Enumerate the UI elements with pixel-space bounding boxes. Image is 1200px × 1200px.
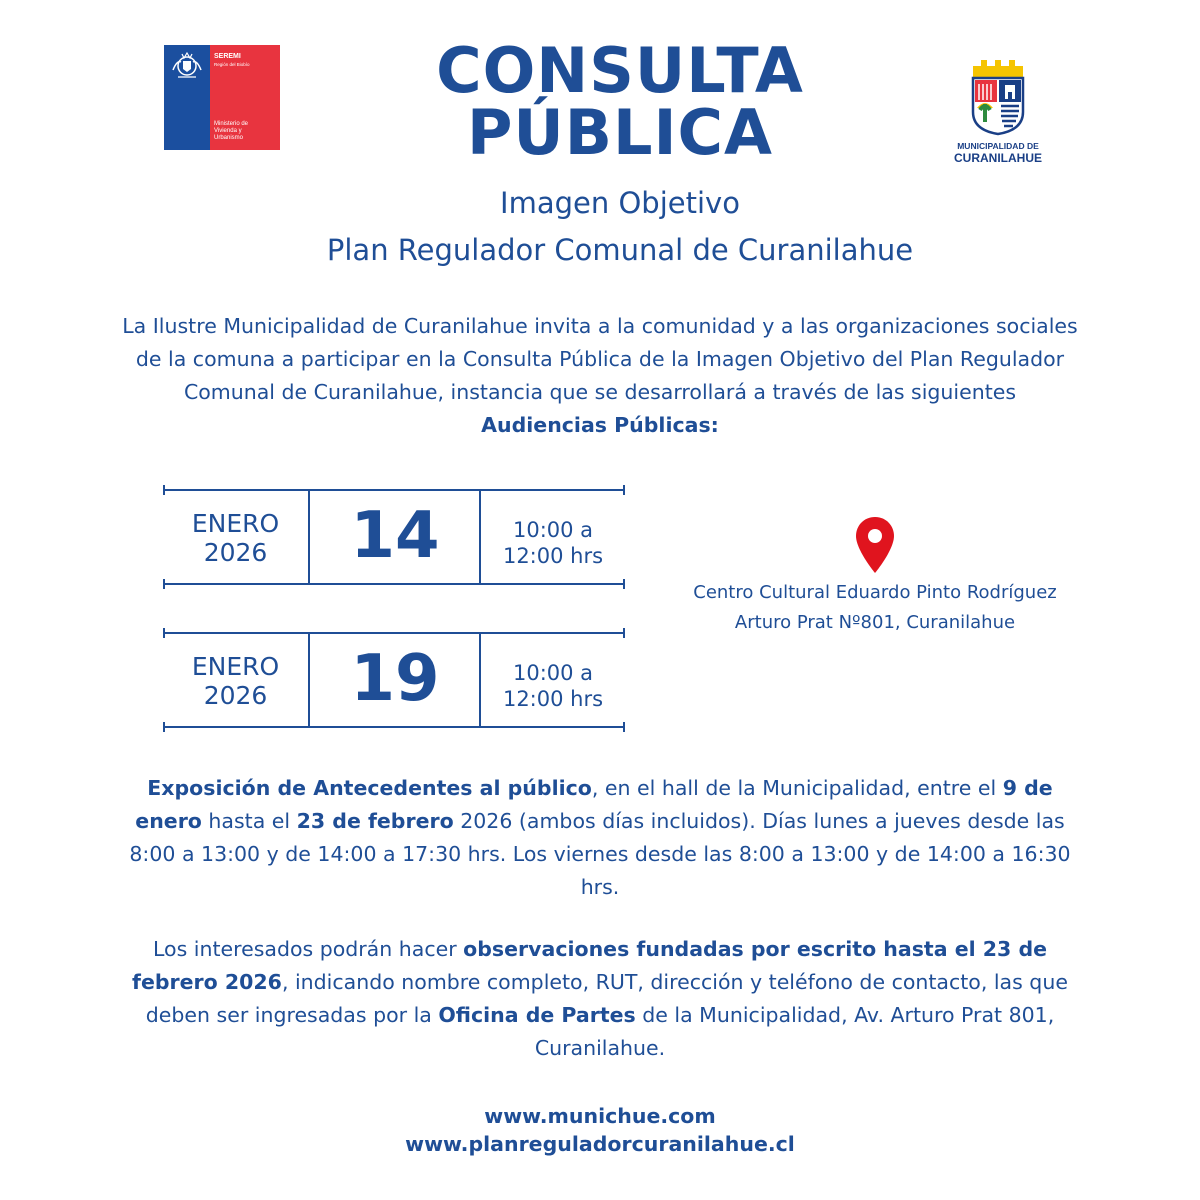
session-top-line [163,632,625,634]
line-cap [623,485,625,495]
line-cap [163,628,165,638]
session-year: 2026 [203,538,268,567]
seremi-logo-red-panel [210,45,280,150]
municipality-logo [938,50,1058,170]
observations-text-1: Los interesados podrán hacer [152,937,464,961]
session-card [163,489,625,589]
seremi-region: Región del Biobío [214,62,250,67]
event-location [660,578,1090,638]
line-cap [623,722,625,732]
session-time-end: 12:00 hrs [502,687,604,711]
session-month [163,652,308,710]
exposition-bold-2: 9 de enero [135,776,1053,833]
website-link-munichue[interactable]: www.munichue.com [484,1104,716,1128]
session-time [481,660,625,712]
subtitle-line-1: Imagen Objetivo [500,186,740,220]
title-line-2: PÚBLICA [466,96,774,169]
exposition-bold-1: Exposición de Antecedentes al público [147,776,592,800]
line-cap [163,579,165,589]
session-day: 19 [350,642,440,716]
intro-text: La Ilustre Municipalidad de Curanilahue invita a la comunidad y a las organizaciones sociales de la comuna a participar en la Consulta Pública de la Imagen Objetivo del Plan Regulador Comunal de Curanilahue, instancia que se desarrollará a través de las siguientes [122,314,1078,404]
exposition-text-3: 2026 (ambos días incluidos). Días lunes a jueves desde las 8:00 a 13:00 y de 14:00 a 17:30 hrs. Los viernes desde las 8:00 a 13:00 y de 14:00 a 16:30 hrs. [129,809,1071,899]
seremi-ministry: Ministerio de Vivienda y Urbanismo [214,121,249,141]
exposition-text-2: hasta el [201,809,297,833]
venue-name: Centro Cultural Eduardo Pinto Rodríguez [693,582,1057,603]
session-time-start: 10:00 a [512,518,594,542]
municipal-crest-icon [971,54,1025,136]
session-time-start: 10:00 a [512,661,594,685]
session-bottom-line [163,726,625,728]
exposition-paragraph [112,772,1088,904]
observations-paragraph [112,933,1088,1065]
observations-bold-2: Oficina de Partes [438,1003,636,1027]
coat-of-arms-icon [170,50,204,80]
session-month-name: ENERO [191,509,280,538]
session-card [163,632,625,732]
session-month [163,509,308,567]
page-subtitle [200,180,1040,274]
venue-address: Arturo Prat Nº801, Curanilahue [734,612,1016,633]
line-cap [163,485,165,495]
municipality-label-line-1: MUNICIPALIDAD DE [957,141,1039,151]
session-bottom-line [163,583,625,585]
session-day: 14 [350,499,440,573]
session-time-end: 12:00 hrs [502,544,604,568]
intro-paragraph [120,310,1080,442]
intro-bold-text: Audiencias Públicas: [481,413,719,437]
observations-bold-1: observaciones fundadas por escrito hasta el 23 de febrero 2026 [132,937,1048,994]
map-pin-icon [855,516,895,574]
website-link-plan-regulador[interactable]: www.planreguladorcuranilahue.cl [405,1132,795,1156]
session-month-name: ENERO [191,652,280,681]
municipality-label-line-2: CURANILAHUE [954,151,1042,165]
exposition-text-1: , en el hall de la Municipalidad, entre el [591,776,1003,800]
line-cap [163,722,165,732]
seremi-logo-blue-panel [164,45,210,150]
page-title [300,34,940,169]
session-time [481,517,625,569]
line-cap [623,579,625,589]
title-line-1: CONSULTA [436,34,804,107]
observations-text-3: de la Municipalidad, Av. Arturo Prat 801, Curanilahue. [534,1003,1055,1060]
session-top-line [163,489,625,491]
line-cap [623,628,625,638]
seremi-title: SEREMI [214,53,241,60]
seremi-logo [164,45,280,150]
session-year: 2026 [203,681,268,710]
observations-text-2: , indicando nombre completo, RUT, dirección y teléfono de contacto, las que deben ser ingresadas por la [145,970,1068,1027]
subtitle-line-2: Plan Regulador Comunal de Curanilahue [326,233,914,267]
website-links [300,1102,900,1158]
exposition-bold-3: 23 de febrero [296,809,454,833]
